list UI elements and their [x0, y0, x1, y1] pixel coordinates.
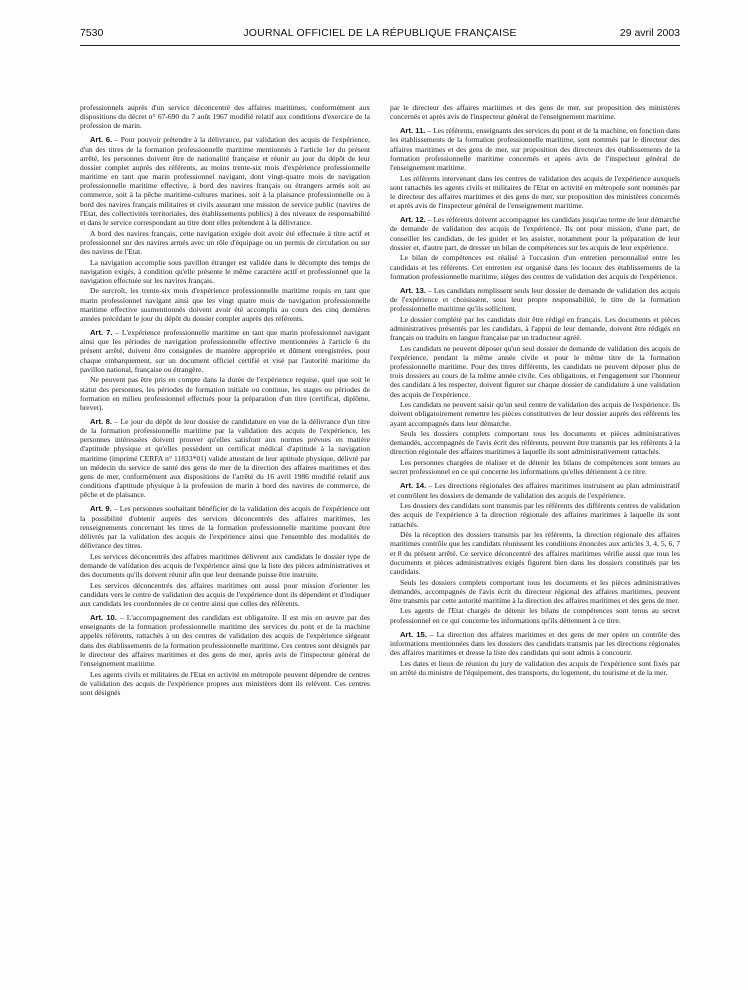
paragraph: [80, 229, 370, 256]
article-paragraph: Art. 8. – Le jour du dépôt de leur dossier de candidature en vue de la délivrance d'un titre de la formation professionnelle maritime par la validation des acquis de l'expérience, les personnes intéressées doivent prouver qu'elles satisfont aux normes prévues en matière d'aptitude physique et qu'elles possèdent un certificat médical d'aptitude à la navigation maritime (imprimé CERFA n° 11833*01) valide attestant de leur aptitude physique, délivré par un médecin du service de santé des gens de mer de la direction des affaires maritimes et des gens de mer, conformément aux dispositions de l'arrêté du 16 avril 1986 modifié relatif aux conditions d'aptitude physique à la profession de marin à bord des navires de commerce, de pêche et de plaisance.: [80, 417, 370, 500]
article-label: Art. 6.: [90, 135, 113, 145]
paragraph-text: La navigation accomplie sous pavillon étranger est validée dans le décompte des temps de navigation exigés, à condition qu'elle présente le même caractère actif et professionnel que la navigation effectuée sur les navires français.: [80, 257, 370, 285]
paragraph-text: Seuls les dossiers complets comportant tous les documents et les pièces administratives demandés, accompagnés de l'avis écrit du directeur régional des affaires maritimes, peuvent être transmis par cette autorité maritime à la direction des affaires maritimes et des gens de mer.: [390, 577, 680, 605]
paragraph: [390, 578, 680, 605]
article-label: Art. 11.: [400, 126, 426, 136]
paragraph: [390, 530, 680, 576]
paragraph-text: Les dates et lieux de réunion du jury de validation des acquis de l'expérience sont fixés par un arrêté du ministre de l'équipement, des transports, du logement, du tourisme et de la mer.: [390, 658, 680, 677]
paragraph-text: Le bilan de compétences est réalisé à l'occasion d'un entretien personnalisé entre les candidats et les référents. Cet entretien est organisé dans les locaux des établissements de la formation professionnelle maritime, sièges des centres de validation des acquis de l'expérience.: [390, 253, 680, 281]
article-label: Art. 14.: [400, 481, 427, 491]
paragraph-text: Les candidats ne peuvent déposer qu'un seul dossier de demande de validation des acquis de l'expérience, pendant la même année civile et pour le même titre de la formation professionnelle maritime. Pour des titres différents, les candidats ne peuvent déposer plus de trois dossiers au cours de la même année civile. Ces obligations, et l'engagement sur l'honneur des candidats à les respecter, doivent figurer sur chaque dossier de candidature à une validation des acquis de l'expérience.: [390, 343, 680, 399]
paragraph-text: De surcroît, les trente-six mois d'expérience professionnelle maritime requis en tant que marin professionnel navigant ainsi que les vingt quatre mois de navigation professionnelle maritime effective susmentionnés doivent avoir été accomplis au cours des cinq dernières années précédant le jour du dépôt du dossier complet auprès des référents.: [80, 286, 370, 323]
paragraph: [390, 174, 680, 211]
paragraph-text: Les services déconcentrés des affaires maritimes ont aussi pour mission d'orienter les candidats vers le centre de validation des acquis de l'expérience dont ils dépendent et d'indiquer aux candidats les coordonnées de ce centre ainsi que celles des référents.: [80, 580, 370, 608]
paragraph-text: Les directions régionales des affaires maritimes instruisent au plan administratif et contrôlent les dossiers de demande de validation des acquis de l'expérience.: [390, 481, 680, 500]
article-paragraph: Art. 9. – Les personnes souhaitant bénéficier de la validation des acquis de l'expérience ont la possibilité d'obtenir auprès des services déconcentrés des affaires maritimes, les renseignements concernant les titres de la formation professionnelle maritime pouvant être délivrés par la validation des acquis de l'expérience ainsi que l'ensemble des modalités de délivrance des titres.: [80, 504, 370, 551]
article-paragraph: Art. 6. – Pour pouvoir prétendre à la délivrance, par validation des acquis de l'expérience, d'un des titres de la formation professionnelle maritime mentionnés à l'article 1er du présent arrêté, les personnes doivent être de nationalité française et réunir au jour du dépôt de leur dossier complet auprès des référents, au moins trente-six mois d'expérience professionnelle maritime en tant que marin professionnel navigant, dont vingt-quatre mois de navigation professionnelle maritime effective, à bord des navires français ou étrangers armés soit au commerce, soit à la pêche maritime-cultures marines, soit à la plaisance professionnelle ou à bord des navires français militaires et civils assurant une mission de service public (navires de l'Etat, des collectivités territoriales, des établissements publics) à des niveaux de responsabilité et dans le service correspondant au titre dont elles prétendent à la délivrance.: [80, 135, 370, 227]
paragraph-text: L'accompagnement des candidats est obligatoire. Il est mis en œuvre par des enseignants de la formation professionnelle maritime des services du pont et de la machine appelés référents, rattachés à un des centres de validation des acquis de l'expérience siégeant dans des établissements de la formation professionnelle maritime. Ces centres sont désignés par le directeur des affaires maritimes et des gens de mer, après avis de l'inspecteur général de l'enseignement maritime.: [80, 613, 370, 668]
article-label: Art. 9.: [90, 504, 112, 514]
paragraph-text: Les dossiers des candidats sont transmis par les référents des différents centres de validation des acquis de l'expérience à la direction régionale des affaires maritimes à laquelle ils sont rattachés.: [390, 501, 680, 529]
article-label: Art. 10.: [90, 613, 117, 623]
article-paragraph: Art. 13. – Les candidats remplissent seuls leur dossier de demande de validation des acquis de l'expérience et choisissent, sous leur propre responsabilité, le titre de la formation professionnelle maritime qu'ils sollicitent.: [390, 285, 680, 314]
paragraph-text: par le directeur des affaires maritimes et des gens de mer, sur proposition des ministères concernés et après avis de l'inspecteur général de l'enseignement maritime.: [390, 103, 680, 122]
paragraph: [80, 670, 370, 697]
paragraph-text: L'expérience professionnelle maritime en tant que marin professionnel navigant ainsi que les périodes de navigation professionnelle effective mentionnées à l'article 6 du présent arrêté, doivent être consignées de manière appropriée et dûment enregistrées, pour chaque embarquement, sur un document officiel certifié et visé par l'autorité maritime du pavillon national, française ou étrangère.: [80, 328, 370, 374]
paragraph-text: Les personnes chargées de réaliser et de détenir les bilans de compétences sont tenues au secret professionnel en ce qui concerne les informations qu'elles détiennent à ce titre.: [390, 458, 680, 477]
paragraph: [80, 286, 370, 323]
paragraph-text: Les candidats remplissent seuls leur dossier de demande de validation des acquis de l'expérience et choisissent, sous leur propre responsabilité, le titre de la formation professionnelle maritime qu'ils sollicitent.: [390, 285, 680, 314]
paragraph-text: Dès la réception des dossiers transmis par les référents, la direction régionale des affaires maritimes contrôle que les candidats réunissent les conditions énoncées aux articles 3, 4, 5, 6, 7 et 8 du présent arrêté. Ce service déconcentré des affaires maritimes vérifie aussi que tous les documents et pièces administratives exigés figurent bien dans les dossiers constitués par les candidats.: [390, 530, 680, 576]
article-label: Art. 13.: [400, 285, 426, 295]
paragraph-text: Ne peuvent pas être pris en compte dans la durée de l'expérience requise, quel que soit le statut des personnes, les périodes de formation initiale ou continue, les stages ou périodes de formation en milieu professionnel effectués pour la préparation d'un titre (certificat, diplôme, brevet).: [80, 375, 370, 412]
paragraph: [390, 103, 680, 121]
paragraph-text: Pour pouvoir prétendre à la délivrance, par validation des acquis de l'expérience, d'un des titres de la formation professionnelle maritime mentionnés à l'article 1er du présent arrêté, les personnes doivent être de nationalité française et réunir au jour du dépôt de leur dossier complet auprès des référents, au moins trente-six mois d'expérience professionnelle maritime en tant que marin professionnel navigant, dont vingt-quatre mois de navigation professionnelle maritime effective, à bord des navires français ou étrangers armés soit au commerce, soit à la pêche maritime-cultures marines, soit à la plaisance professionnelle ou à bord des navires français militaires et civils assurant une mission de service public (navires de l'Etat, des collectivités territoriales, des établissements publics) à des niveaux de responsabilité et dans le service correspondant au titre dont elles prétendent à la délivrance.: [80, 135, 370, 227]
paragraph-text: Seuls les dossiers complets comportant tous les documents et pièces administratives demandés, accompagnés de l'avis écrit des référents, peuvent être transmis par les référents à la direction régionale des affaires maritimes à laquelle ils sont administrativement rattachés.: [390, 429, 680, 457]
paragraph-text: Les référents doivent accompagner les candidats jusqu'au terme de leur démarche de demande de validation des acquis de l'expérience. Ils ont pour mission, d'une part, de conseiller les candidats, de les guider et les assister, notamment pour la préparation de leur dossier et, d'autre part, de dresser un bilan de compétences sur les acquis de leur expérience.: [390, 215, 680, 252]
paragraph-text: Les agents de l'Etat chargés de détenir les bilans de compétences sont tenus au secret professionnel en ce qui concerne les informations qu'ils détiennent à ce titre.: [390, 606, 680, 625]
article-paragraph: Art. 11. – Les référents, enseignants des services du pont et de la machine, en fonction dans les établissements de la formation professionnelle maritime, sont nommés par le directeur des affaires maritimes et des gens de mer, sur proposition des directeurs des établissements de la formation professionnelle maritime concernés et après avis de l'inspecteur général de l'enseignement maritime.: [390, 126, 680, 172]
paragraph: [390, 501, 680, 528]
article-paragraph: Art. 12. – Les référents doivent accompagner les candidats jusqu'au terme de leur démarche de demande de validation des acquis de l'expérience. Ils ont pour mission, d'une part, de conseiller les candidats, de les guider et les assister, notamment pour la préparation de leur dossier et, d'autre part, de dresser un bilan de compétences sur les acquis de leur expérience.: [390, 215, 680, 252]
article-paragraph: Art. 15. – La direction des affaires maritimes et des gens de mer opère un contrôle des informations mentionnées dans les dossiers des candidats transmis par les directions régionales des affaires maritimes et dresse la liste des candidats qui sont admis à concourir.: [390, 629, 680, 658]
paragraph-text: Les services déconcentrés des affaires maritimes délivrent aux candidats le dossier type de demande de validation des acquis de l'expérience ainsi que la liste des pièces administratives et des documents qu'ils doivent réunir afin que leur demande puisse être instruite.: [80, 551, 370, 579]
paragraph: [390, 606, 680, 624]
paragraph-text: Les agents civils et militaires de l'Etat en activité en métropole peuvent dépendre de centres de validation des acquis de l'expérience propres aux ministères dont ils relèvent. Ces centres sont désignés: [80, 669, 370, 697]
article-paragraph: Art. 7. – L'expérience professionnelle maritime en tant que marin professionnel navigant ainsi que les périodes de navigation professionnelle effective mentionnées à l'article 6 du présent arrêté, doivent être consignées de manière appropriée et dûment enregistrées, pour chaque embarquement, sur un document officiel certifié et visé par l'autorité maritime du pavillon national, française ou étrangère.: [80, 328, 370, 374]
paragraph: [390, 344, 680, 399]
paragraph: [80, 581, 370, 608]
article-label: Art. 15.: [400, 629, 427, 639]
paragraph: [80, 552, 370, 579]
paragraph-text: Les référents intervenant dans les centres de validation des acquis de l'expérience auxquels sont rattachés les agents civils et militaires de l'Etat en activité en métropole sont nommés par le directeur des affaires maritimes et des gens de mer, sur proposition des ministères concernés et après avis de l'inspecteur général de l'enseignement maritime.: [390, 173, 680, 211]
paragraph-text: Le dossier complété par les candidats doit être rédigé en français. Les documents et pièces administratives présentés par les candidats, à l'appui de leur demande, doivent être rédigés en français ou traduits en langue française par un traducteur agréé.: [390, 314, 680, 343]
paragraph-text: Les candidats ne peuvent saisir qu'un seul centre de validation des acquis de l'expérience. Ils doivent obligatoirement remettre les pièces constitutives de leur dossier auprès des référents les ayant accompagnés dans leur démarche.: [390, 400, 680, 428]
paragraph: [390, 458, 680, 476]
article-label: Art. 12.: [400, 215, 426, 225]
page-header: [80, 27, 680, 43]
paragraph-text: La direction des affaires maritimes et des gens de mer opère un contrôle des informations mentionnées dans les dossiers des candidats transmis par les directions régionales des affaires maritimes et dresse la liste des candidats qui sont admis à concourir.: [390, 629, 680, 658]
header-rule: [80, 45, 680, 46]
paragraph: [80, 375, 370, 412]
paragraph-text: Les personnes souhaitant bénéficier de la validation des acquis de l'expérience ont la possibilité d'obtenir auprès des services déconcentrés des affaires maritimes, les renseignements concernant les titres de la formation professionnelle maritime pouvant être délivrés par la validation des acquis de l'expérience ainsi que l'ensemble des modalités de délivrance des titres.: [80, 504, 370, 551]
paragraph-text: A bord des navires français, cette navigation exigée doit avoir été effectuée à titre actif et professionnel sur des navires armés avec un rôle d'équipage ou un permis de circulation ou sur des navires de l'Etat.: [80, 228, 370, 256]
paragraph: [390, 659, 680, 677]
paragraph-text: Le jour du dépôt de leur dossier de candidature en vue de la délivrance d'un titre de la formation professionnelle maritime par la validation des acquis de l'expérience, les personnes intéressées doivent prouver qu'elles satisfont aux normes prévues en matière d'aptitude physique et qu'elles possèdent un certificat médical d'aptitude à la navigation maritime (imprimé CERFA n° 11833*01) valide attestant de leur aptitude physique, délivré par un médecin du service de santé des gens de mer de la direction des affaires maritimes et des gens de mer, conformément aux dispositions de l'arrêté du 16 avril 1986 modifié relatif aux conditions d'aptitude physique à la profession de marin à bord des navires de commerce, de pêche et de plaisance.: [80, 417, 370, 500]
page-number: 7530: [80, 27, 104, 39]
article-paragraph: Art. 14. – Les directions régionales des affaires maritimes instruisent au plan administratif et contrôlent les dossiers de demande de validation des acquis de l'expérience.: [390, 481, 680, 500]
paragraph: [390, 429, 680, 456]
paragraph: [390, 253, 680, 280]
article-label: Art. 8.: [90, 417, 113, 426]
article-label: Art. 7.: [90, 328, 113, 338]
paragraph-text: professionnels auprès d'un service déconcentré des affaires maritimes, conformément aux dispositions du décret n° 67-690 du 7 août 1967 modifié relatif aux conditions d'exercice de la profession de marin.: [80, 103, 370, 131]
article-paragraph: Art. 10. – L'accompagnement des candidats est obligatoire. Il est mis en œuvre par des enseignants de la formation professionnelle maritime des services du pont et de la machine appelés référents, rattachés à un des centres de validation des acquis de l'expérience siégeant dans des établissements de la formation professionnelle maritime. Ces centres sont désignés par le directeur des affaires maritimes et des gens de mer, après avis de l'inspecteur général de l'enseignement maritime.: [80, 613, 370, 668]
paragraph: [390, 400, 680, 427]
paragraph-text: Les référents, enseignants des services du pont et de la machine, en fonction dans les établissements de la formation professionnelle maritime, sont nommés par le directeur des affaires maritimes et des gens de mer, sur proposition des directeurs des établissements de la formation professionnelle maritime concernés et après avis de l'inspecteur général de l'enseignement maritime.: [390, 126, 680, 172]
publication-date: 29 avril 2003: [619, 27, 680, 39]
left-column: [80, 103, 370, 981]
right-column: [390, 103, 680, 981]
paragraph: [390, 315, 680, 342]
paragraph: [80, 103, 370, 130]
paragraph: [80, 258, 370, 285]
journal-title: JOURNAL OFFICIEL DE LA RÉPUBLIQUE FRANÇAISE: [243, 27, 517, 39]
